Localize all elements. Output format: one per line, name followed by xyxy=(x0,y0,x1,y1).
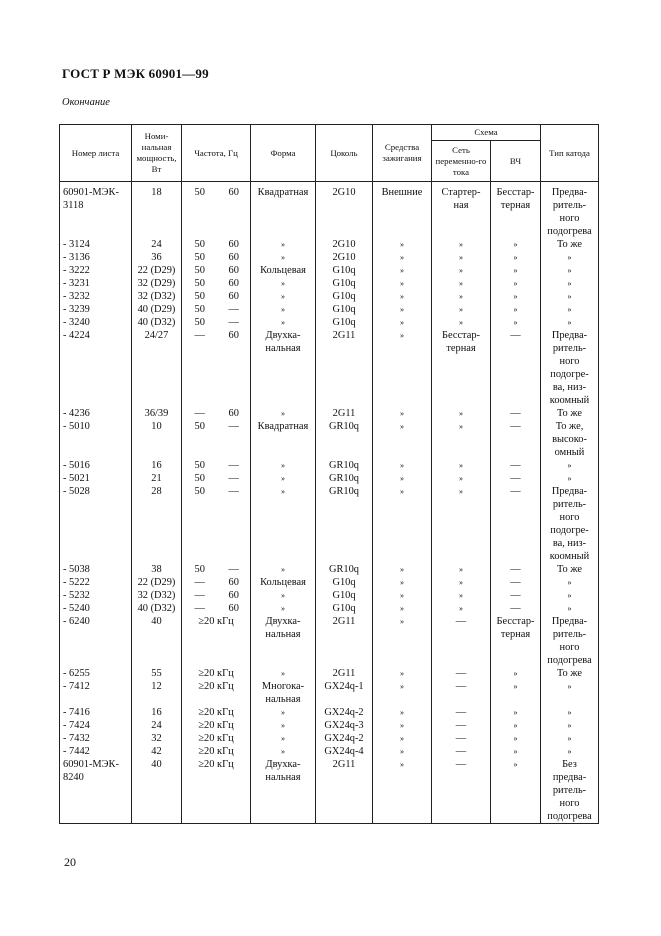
cell-sheet-number: - 7442 xyxy=(60,745,132,758)
cell-ignition: » xyxy=(373,589,432,602)
cell-scheme-hf: — xyxy=(491,589,541,602)
cell-base: GX24q-3 xyxy=(316,719,373,732)
col-header-ignition: Средства зажигания xyxy=(373,125,432,182)
cell-shape: » xyxy=(251,485,316,563)
cell-power: 24 xyxy=(132,238,182,251)
cell-cathode: » xyxy=(541,680,599,706)
cell-power: 32 (D29) xyxy=(132,277,182,290)
cell-sheet-number: - 3239 xyxy=(60,303,132,316)
cell-scheme-hf: — xyxy=(491,602,541,615)
cell-cathode: » xyxy=(541,303,599,316)
cell-power: 22 (D29) xyxy=(132,264,182,277)
cell-base: GX24q-2 xyxy=(316,706,373,719)
cell-ignition: » xyxy=(373,667,432,680)
cell-shape: » xyxy=(251,602,316,615)
cell-power: 12 xyxy=(132,680,182,706)
cell-scheme-hf: » xyxy=(491,264,541,277)
cell-frequency: ≥20 кГц xyxy=(182,745,251,758)
table-row xyxy=(60,706,599,719)
cell-frequency: ≥20 кГц xyxy=(182,615,251,667)
cell-frequency-60: 60 xyxy=(218,238,251,251)
table-row xyxy=(60,602,599,615)
cell-sheet-number: - 3240 xyxy=(60,316,132,329)
cell-shape: » xyxy=(251,238,316,251)
cell-ignition: » xyxy=(373,732,432,745)
cell-sheet-number: - 5240 xyxy=(60,602,132,615)
cell-scheme-mains: » xyxy=(432,563,491,576)
cell-cathode: » xyxy=(541,264,599,277)
table-row xyxy=(60,264,599,277)
cell-power: 24/27 xyxy=(132,329,182,407)
cell-shape: Квадратная xyxy=(251,182,316,239)
cell-base: 2G10 xyxy=(316,182,373,239)
cell-frequency: ≥20 кГц xyxy=(182,706,251,719)
cell-frequency-60: — xyxy=(218,303,251,316)
cell-frequency-50: 50 xyxy=(182,290,218,303)
cell-ignition: Внешние xyxy=(373,182,432,239)
cell-scheme-mains: » xyxy=(432,316,491,329)
cell-frequency-60: 60 xyxy=(218,329,251,407)
cell-frequency-50: — xyxy=(182,329,218,407)
cell-base: GR10q xyxy=(316,563,373,576)
cell-scheme-hf: » xyxy=(491,732,541,745)
cell-frequency-50: 50 xyxy=(182,316,218,329)
cell-shape: » xyxy=(251,407,316,420)
cell-scheme-hf: » xyxy=(491,238,541,251)
cell-frequency-50: — xyxy=(182,589,218,602)
cell-ignition: » xyxy=(373,290,432,303)
cell-sheet-number: - 3136 xyxy=(60,251,132,264)
cell-frequency-60: — xyxy=(218,472,251,485)
cell-power: 40 (D32) xyxy=(132,602,182,615)
cell-sheet-number: - 5016 xyxy=(60,459,132,472)
table-row xyxy=(60,732,599,745)
cell-scheme-mains: » xyxy=(432,290,491,303)
cell-sheet-number: - 7416 xyxy=(60,706,132,719)
cell-shape: » xyxy=(251,277,316,290)
cell-ignition: » xyxy=(373,485,432,563)
cell-shape: » xyxy=(251,290,316,303)
cell-base: GR10q xyxy=(316,459,373,472)
cell-ignition: » xyxy=(373,576,432,589)
cell-sheet-number: - 5021 xyxy=(60,472,132,485)
cell-sheet-number: - 4224 xyxy=(60,329,132,407)
cell-scheme-hf: » xyxy=(491,290,541,303)
cell-frequency-50: 50 xyxy=(182,459,218,472)
cell-frequency-50: 50 xyxy=(182,472,218,485)
cell-power: 16 xyxy=(132,459,182,472)
cell-frequency-60: 60 xyxy=(218,589,251,602)
table-row xyxy=(60,251,599,264)
cell-scheme-hf: — xyxy=(491,485,541,563)
cell-frequency-50: 50 xyxy=(182,264,218,277)
cell-scheme-mains: — xyxy=(432,758,491,824)
cell-frequency: ≥20 кГц xyxy=(182,719,251,732)
cell-sheet-number: - 5028 xyxy=(60,485,132,563)
cell-scheme-hf: — xyxy=(491,329,541,407)
cell-sheet-number: - 7424 xyxy=(60,719,132,732)
cell-ignition: » xyxy=(373,563,432,576)
cell-frequency-50: — xyxy=(182,576,218,589)
cell-power: 22 (D29) xyxy=(132,576,182,589)
cell-frequency-60: — xyxy=(218,420,251,459)
cell-frequency-60: 60 xyxy=(218,251,251,264)
cell-cathode: » xyxy=(541,602,599,615)
cell-scheme-mains: » xyxy=(432,238,491,251)
cell-power: 55 xyxy=(132,667,182,680)
col-header-sheet: Номер листа xyxy=(60,125,132,182)
cell-shape: Двухка- нальная xyxy=(251,758,316,824)
cell-base: GX24q-4 xyxy=(316,745,373,758)
cell-base: G10q xyxy=(316,589,373,602)
col-header-scheme: Схема xyxy=(432,125,541,141)
cell-scheme-mains: » xyxy=(432,420,491,459)
cell-ignition: » xyxy=(373,719,432,732)
cell-scheme-hf: » xyxy=(491,758,541,824)
cell-scheme-mains: » xyxy=(432,589,491,602)
cell-ignition: » xyxy=(373,238,432,251)
cell-scheme-mains: » xyxy=(432,576,491,589)
cell-frequency-60: — xyxy=(218,316,251,329)
cell-shape: Многока- нальная xyxy=(251,680,316,706)
lamp-specification-table xyxy=(59,124,599,824)
cell-scheme-mains: » xyxy=(432,459,491,472)
cell-frequency-50: 50 xyxy=(182,182,218,239)
cell-ignition: » xyxy=(373,303,432,316)
cell-cathode: То же xyxy=(541,407,599,420)
cell-base: G10q xyxy=(316,290,373,303)
cell-shape: » xyxy=(251,667,316,680)
table-row xyxy=(60,667,599,680)
cell-shape: » xyxy=(251,589,316,602)
cell-shape: » xyxy=(251,719,316,732)
cell-cathode: То же xyxy=(541,667,599,680)
cell-sheet-number: - 5222 xyxy=(60,576,132,589)
cell-base: 2G10 xyxy=(316,238,373,251)
cell-base: GX24q-2 xyxy=(316,732,373,745)
cell-shape: » xyxy=(251,251,316,264)
cell-power: 42 xyxy=(132,745,182,758)
table-row xyxy=(60,719,599,732)
cell-scheme-mains: » xyxy=(432,407,491,420)
cell-scheme-mains: — xyxy=(432,706,491,719)
table-row xyxy=(60,277,599,290)
table-row xyxy=(60,303,599,316)
cell-scheme-mains: — xyxy=(432,680,491,706)
cell-base: G10q xyxy=(316,316,373,329)
cell-power: 40 xyxy=(132,615,182,667)
cell-base: GX24q-1 xyxy=(316,680,373,706)
cell-base: 2G10 xyxy=(316,251,373,264)
table-row xyxy=(60,745,599,758)
table-row xyxy=(60,589,599,602)
cell-ignition: » xyxy=(373,277,432,290)
cell-cathode: » xyxy=(541,459,599,472)
cell-base: 2G11 xyxy=(316,615,373,667)
cell-shape: » xyxy=(251,303,316,316)
cell-sheet-number: - 5010 xyxy=(60,420,132,459)
cell-ignition: » xyxy=(373,407,432,420)
cell-scheme-mains: Бесстар- терная xyxy=(432,329,491,407)
cell-sheet-number: - 7432 xyxy=(60,732,132,745)
cell-scheme-mains: » xyxy=(432,485,491,563)
cell-scheme-hf: » xyxy=(491,706,541,719)
cell-shape: Двухка- нальная xyxy=(251,615,316,667)
cell-power: 40 (D32) xyxy=(132,316,182,329)
table-row xyxy=(60,680,599,706)
cell-cathode: Предва- ритель- ного подогре- ва, низ- коомный xyxy=(541,329,599,407)
cell-cathode: » xyxy=(541,290,599,303)
cell-power: 32 (D32) xyxy=(132,589,182,602)
cell-scheme-hf: » xyxy=(491,667,541,680)
col-header-shape: Форма xyxy=(251,125,316,182)
table-row xyxy=(60,238,599,251)
cell-scheme-hf: — xyxy=(491,459,541,472)
col-header-base: Цоколь xyxy=(316,125,373,182)
cell-sheet-number: - 7412 xyxy=(60,680,132,706)
cell-cathode: То же, высоко- омный xyxy=(541,420,599,459)
page-number: 20 xyxy=(64,855,76,869)
cell-base: 2G11 xyxy=(316,758,373,824)
cell-cathode: Предва- ритель- ного подогре- ва, низ- коомный xyxy=(541,485,599,563)
cell-ignition: » xyxy=(373,264,432,277)
document-title: ГОСТ Р МЭК 60901—99 xyxy=(62,66,209,81)
cell-frequency: ≥20 кГц xyxy=(182,667,251,680)
cell-frequency-50: 50 xyxy=(182,238,218,251)
cell-ignition: » xyxy=(373,251,432,264)
cell-sheet-number: - 3231 xyxy=(60,277,132,290)
table-row xyxy=(60,316,599,329)
cell-frequency-60: 60 xyxy=(218,182,251,239)
col-header-cathode: Тип катода xyxy=(541,125,599,182)
cell-cathode: То же xyxy=(541,238,599,251)
table-row xyxy=(60,182,599,239)
cell-frequency-60: 60 xyxy=(218,277,251,290)
cell-frequency: ≥20 кГц xyxy=(182,680,251,706)
cell-sheet-number: - 6255 xyxy=(60,667,132,680)
cell-scheme-mains: » xyxy=(432,264,491,277)
cell-scheme-hf: » xyxy=(491,316,541,329)
cell-base: G10q xyxy=(316,277,373,290)
cell-frequency-50: 50 xyxy=(182,420,218,459)
cell-cathode: » xyxy=(541,277,599,290)
table-row xyxy=(60,290,599,303)
cell-cathode: » xyxy=(541,589,599,602)
cell-frequency-60: — xyxy=(218,563,251,576)
cell-shape: Квадратная xyxy=(251,420,316,459)
table-row xyxy=(60,485,599,563)
cell-scheme-mains: » xyxy=(432,277,491,290)
col-header-power: Номи-нальная мощность, Вт xyxy=(132,125,182,182)
table-row xyxy=(60,615,599,667)
cell-shape: Двухка- нальная xyxy=(251,329,316,407)
cell-power: 32 (D32) xyxy=(132,290,182,303)
cell-base: G10q xyxy=(316,602,373,615)
cell-scheme-hf: — xyxy=(491,407,541,420)
cell-base: 2G11 xyxy=(316,329,373,407)
cell-scheme-mains: — xyxy=(432,719,491,732)
cell-ignition: » xyxy=(373,329,432,407)
cell-frequency-50: 50 xyxy=(182,303,218,316)
cell-frequency-60: 60 xyxy=(218,576,251,589)
cell-power: 16 xyxy=(132,706,182,719)
cell-cathode: » xyxy=(541,732,599,745)
cell-shape: » xyxy=(251,706,316,719)
table-row xyxy=(60,459,599,472)
cell-frequency-50: — xyxy=(182,602,218,615)
cell-shape: » xyxy=(251,459,316,472)
cell-scheme-mains: » xyxy=(432,303,491,316)
cell-cathode: » xyxy=(541,251,599,264)
col-header-mains: Сеть переменно-го тока xyxy=(432,141,491,182)
cell-cathode: Предва- ритель- ного подогрева xyxy=(541,615,599,667)
cell-power: 32 xyxy=(132,732,182,745)
cell-scheme-hf: » xyxy=(491,745,541,758)
cell-power: 40 xyxy=(132,758,182,824)
cell-frequency-50: 50 xyxy=(182,563,218,576)
cell-frequency-50: 50 xyxy=(182,277,218,290)
cell-base: GR10q xyxy=(316,485,373,563)
cell-scheme-mains: » xyxy=(432,472,491,485)
cell-base: 2G11 xyxy=(316,407,373,420)
cell-frequency-60: 60 xyxy=(218,602,251,615)
cell-ignition: » xyxy=(373,706,432,719)
cell-shape: Кольцевая xyxy=(251,264,316,277)
cell-ignition: » xyxy=(373,745,432,758)
cell-power: 28 xyxy=(132,485,182,563)
cell-shape: » xyxy=(251,472,316,485)
cell-cathode: » xyxy=(541,719,599,732)
table-row xyxy=(60,758,599,824)
cell-cathode: » xyxy=(541,472,599,485)
cell-ignition: » xyxy=(373,459,432,472)
cell-scheme-hf: » xyxy=(491,251,541,264)
cell-ignition: » xyxy=(373,602,432,615)
cell-sheet-number: - 6240 xyxy=(60,615,132,667)
cell-shape: Кольцевая xyxy=(251,576,316,589)
cell-frequency-60: — xyxy=(218,459,251,472)
cell-sheet-number: - 5232 xyxy=(60,589,132,602)
cell-shape: » xyxy=(251,745,316,758)
cell-sheet-number: - 5038 xyxy=(60,563,132,576)
table-row xyxy=(60,329,599,407)
cell-sheet-number: 60901-МЭК- 3118 xyxy=(60,182,132,239)
cell-scheme-mains: » xyxy=(432,602,491,615)
cell-power: 24 xyxy=(132,719,182,732)
cell-cathode: Предва- ритель- ного подогрева xyxy=(541,182,599,239)
cell-base: GR10q xyxy=(316,472,373,485)
cell-cathode: » xyxy=(541,745,599,758)
cell-cathode: Без предва- ритель- ного подогрева xyxy=(541,758,599,824)
cell-shape: » xyxy=(251,316,316,329)
cell-shape: » xyxy=(251,563,316,576)
cell-ignition: » xyxy=(373,615,432,667)
cell-base: G10q xyxy=(316,303,373,316)
cell-power: 10 xyxy=(132,420,182,459)
cell-ignition: » xyxy=(373,472,432,485)
table-body xyxy=(60,182,599,824)
cell-base: GR10q xyxy=(316,420,373,459)
cell-sheet-number: 60901-МЭК- 8240 xyxy=(60,758,132,824)
table-row xyxy=(60,420,599,459)
cell-scheme-hf: — xyxy=(491,576,541,589)
col-header-frequency: Частота, Гц xyxy=(182,125,251,182)
cell-scheme-hf: » xyxy=(491,680,541,706)
cell-sheet-number: - 3232 xyxy=(60,290,132,303)
cell-ignition: » xyxy=(373,758,432,824)
cell-frequency-60: — xyxy=(218,485,251,563)
cell-power: 36/39 xyxy=(132,407,182,420)
cell-frequency-60: 60 xyxy=(218,407,251,420)
cell-scheme-mains: » xyxy=(432,251,491,264)
cell-frequency-60: 60 xyxy=(218,264,251,277)
cell-scheme-hf: » xyxy=(491,719,541,732)
table-continuation-label: Окончание xyxy=(62,97,110,108)
cell-power: 18 xyxy=(132,182,182,239)
cell-ignition: » xyxy=(373,680,432,706)
cell-cathode: » xyxy=(541,316,599,329)
col-header-hf: ВЧ xyxy=(491,141,541,182)
cell-scheme-hf: — xyxy=(491,472,541,485)
cell-scheme-hf: Бесстар- терная xyxy=(491,615,541,667)
cell-power: 38 xyxy=(132,563,182,576)
cell-shape: » xyxy=(251,732,316,745)
table-row xyxy=(60,472,599,485)
cell-frequency-50: 50 xyxy=(182,485,218,563)
cell-scheme-hf: — xyxy=(491,563,541,576)
cell-cathode: » xyxy=(541,576,599,589)
cell-scheme-mains: — xyxy=(432,667,491,680)
table-row xyxy=(60,576,599,589)
cell-scheme-mains: — xyxy=(432,732,491,745)
cell-sheet-number: - 4236 xyxy=(60,407,132,420)
cell-frequency: ≥20 кГц xyxy=(182,732,251,745)
cell-frequency-50: 50 xyxy=(182,251,218,264)
cell-cathode: » xyxy=(541,706,599,719)
cell-frequency: ≥20 кГц xyxy=(182,758,251,824)
cell-frequency-50: — xyxy=(182,407,218,420)
cell-frequency-60: 60 xyxy=(218,290,251,303)
cell-scheme-hf: Бесстар- терная xyxy=(491,182,541,239)
cell-sheet-number: - 3124 xyxy=(60,238,132,251)
cell-scheme-mains: Стартер- ная xyxy=(432,182,491,239)
cell-power: 36 xyxy=(132,251,182,264)
cell-base: G10q xyxy=(316,264,373,277)
cell-scheme-hf: — xyxy=(491,420,541,459)
table-row xyxy=(60,407,599,420)
cell-scheme-hf: » xyxy=(491,303,541,316)
table-header-row xyxy=(60,125,599,141)
cell-ignition: » xyxy=(373,316,432,329)
cell-scheme-mains: — xyxy=(432,745,491,758)
table-row xyxy=(60,563,599,576)
cell-power: 21 xyxy=(132,472,182,485)
cell-base: 2G11 xyxy=(316,667,373,680)
cell-power: 40 (D29) xyxy=(132,303,182,316)
cell-cathode: То же xyxy=(541,563,599,576)
cell-ignition: » xyxy=(373,420,432,459)
cell-scheme-hf: » xyxy=(491,277,541,290)
cell-scheme-mains: — xyxy=(432,615,491,667)
cell-base: G10q xyxy=(316,576,373,589)
cell-sheet-number: - 3222 xyxy=(60,264,132,277)
